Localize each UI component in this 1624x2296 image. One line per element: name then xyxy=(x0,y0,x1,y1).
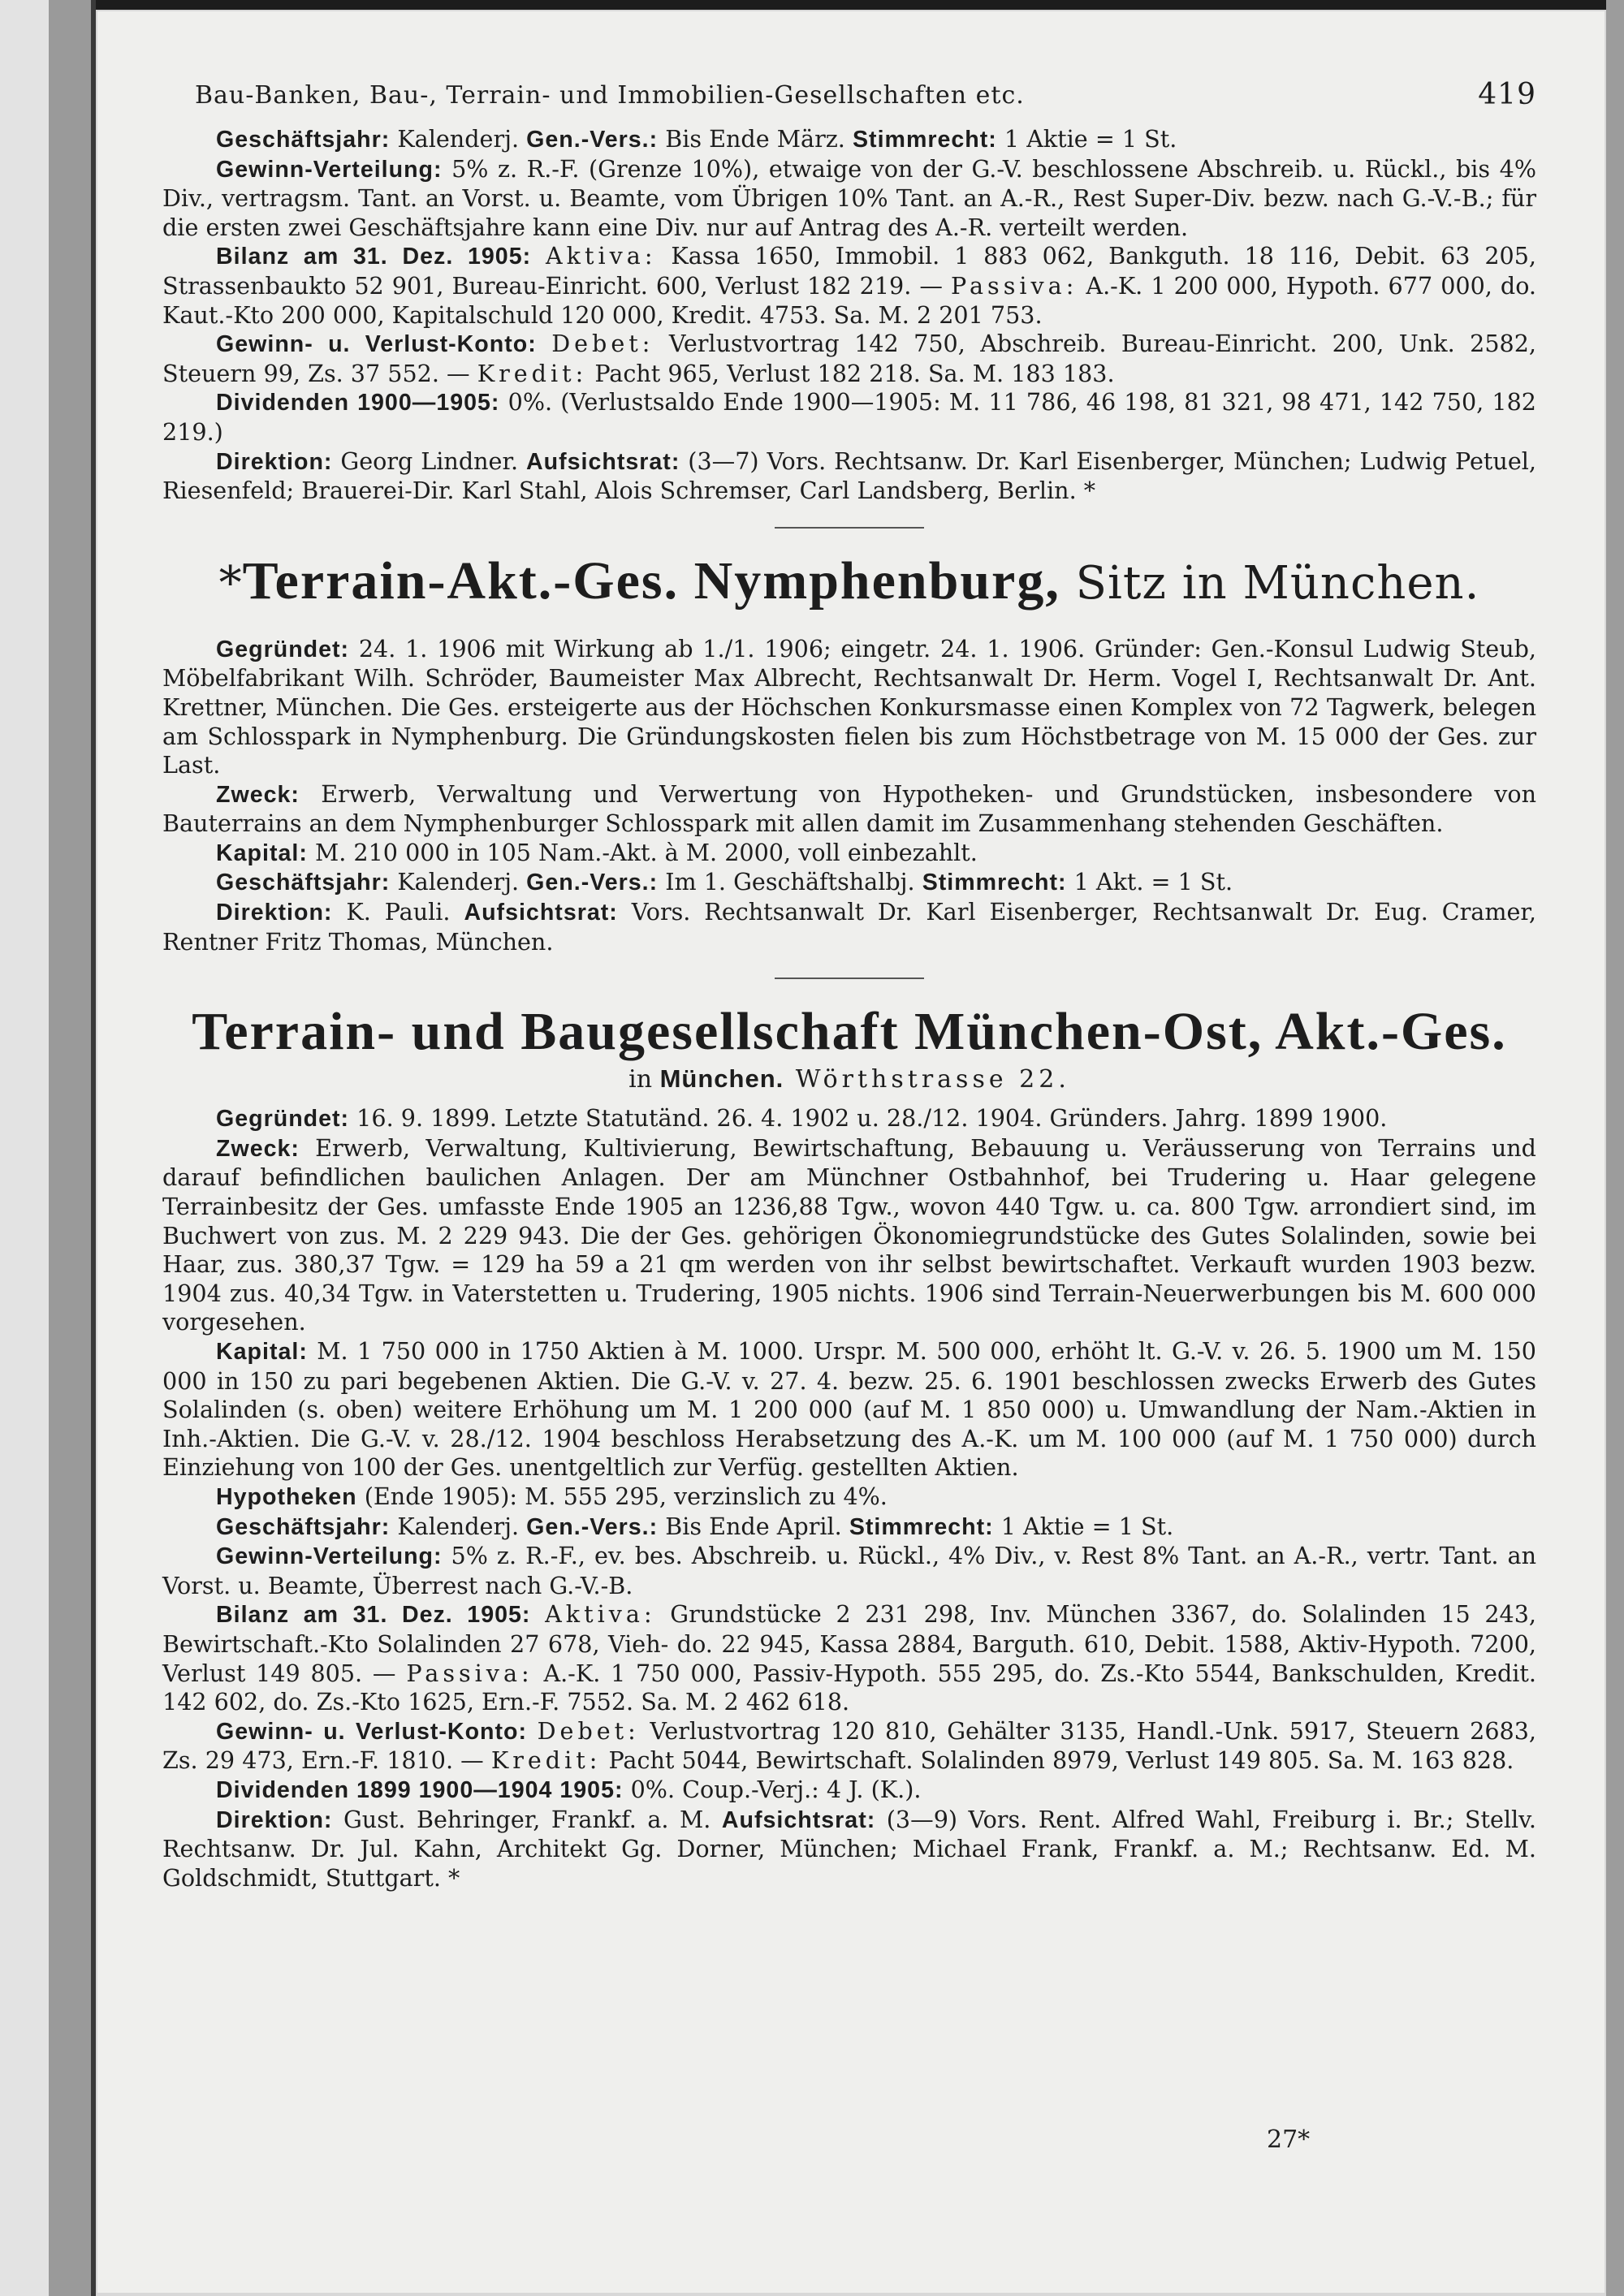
company-title-muenchen-ost: Terrain- und Baugesellschaft München-Ost, Akt.-Ges. xyxy=(192,1002,1507,1062)
profit-distribution-paragraph: Gewinn-Verteilung: 5% z. R.-F., ev. bes. Abschreib. u. Rückl., 4% Div., v. Rest 8% Tant. an A.-R., vertr. Tant. an Vorst. u. Beamte, Überrest nach G.-V.-B. xyxy=(162,1542,1536,1599)
purpose-paragraph: Zweck: Erwerb, Verwaltung und Verwertung von Hypotheken- und Grundstücken, insbesondere von Bauterrains an dem Nymphenburger Schlosspark mit allen damit im Zusammenhang stehenden Geschäften. xyxy=(162,779,1536,838)
page-number: 419 xyxy=(1478,78,1536,111)
balance-paragraph: Bilanz am 31. Dez. 1905: Aktiva: Kassa 1650, Immobil. 1 883 062, Bankguth. 18 116, Debit. 63 205, Strassenbaukto 52 901, Bureau-Einricht. 600, Verlust 182 219. — Passiva: A.-K. 1 200 000, Hypoth. 677 000, do. Kaut.-Kto 200 000, Kapitalschuld 120 000, Kredit. 4753. Sa. M. 2 201 753. xyxy=(162,242,1537,329)
section-divider xyxy=(775,527,924,529)
profit-distribution-paragraph: Gewinn-Verteilung: 5% z. R.-F. (Grenze 10%), etwaige von der G.-V. beschlossene Abschreib. u. Rückl., bis 4% Div., vertragsm. Tant. an Vorst. u. Beamte, vom Übrigen 10% Tant. an A.-R., Rest Super-Div. bezw. nach G.-V.-B.; für die ersten zwei Geschäftsjahre kann eine Div. nur auf Antrag des A.-R. verteilt werden. xyxy=(162,154,1536,241)
running-header xyxy=(162,68,1536,125)
capital-paragraph: Kapital: M. 210 000 in 105 Nam.-Akt. à M. 2000, voll einbezahlt. xyxy=(216,838,978,866)
purpose-paragraph: Zweck: Erwerb, Verwaltung, Kultivierung, Bewirtschaftung, Bebauung u. Veräusserung von Terrains und darauf befindlichen baulichen Anlagen. Der am Münchner Ostbahnhof, bei Trudering u. Haar gelegene Terrainbesitz der Ges. umfasste Ende 1905 an 1236,88 Tgw., wovon 440 Tgw. u. ca. 800 Tgw. arrondiert sind, im Buchwert von zus. M. 2 229 943. Die der Ges. gehörigen Ökonomiegrundstücke des Gutes Solalinden, sowie bei Haar, zus. 380,37 Tgw. = 129 ha 59 a 21 qm werden von ihr selbst bewirtschaftet. Verkauft wurden 1903 bezw. 1904 zus. 40,34 Tgw. in Vaterstetten u. Trudering, 1905 nichts. 1906 sind Terrain-Neuerwerbungen bis M. 600 000 vorgesehen. xyxy=(162,1133,1536,1336)
board-paragraph: Direktion: K. Pauli. Aufsichtsrat: Vors. Rechtsanwalt Dr. Karl Eisenberger, Rechtsanwalt Dr. Eug. Cramer, Rentner Fritz Thomas, München. xyxy=(162,898,1536,956)
balance-paragraph: Bilanz am 31. Dez. 1905: Aktiva: Grundstücke 2 231 298, Inv. München 3367, do. Solalinden 15 243, Bewirtschaft.-Kto Solalinden 27 678, Vieh- do. 22 945, Kassa 2884, Barguth. 610, Debit. 1588, Aktiv-Hypoth. 7200, Verlust 149 805. — Passiva: A.-K. 1 750 000, Passiv-Hypoth. 555 295, do. Zs.-Kto 5544, Bankschulden, Kredit. 142 602, do. Zs.-Kto 1625, Ern.-F. 7552. Sa. M. 2 462 618. xyxy=(162,1600,1537,1716)
founded-paragraph: Gegründet: 24. 1. 1906 mit Wirkung ab 1./1. 1906; eingetr. 24. 1. 1906. Gründer: Gen.-Konsul Ludwig Steub, Möbelfabrikant Wilh. Schröder, Baumeister Max Albrecht, Rechtsanwalt Dr. Herm. Vogel I, Rechtsanwalt Dr. Ant. Krettner, München. Die Ges. ersteigerte aus der Höchschen Konkursmasse einen Komplex von 72 Tagwerk, belegen am Schlosspark in Nymphenburg. Die Gründungskosten fielen bis zum Höchstbetrage von M. 15 000 der Ges. zur Last. xyxy=(162,634,1536,779)
business-year-paragraph: Geschäftsjahr: Kalenderj. Gen.-Vers.: Bis Ende März. Stimmrecht: 1 Aktie = 1 St. xyxy=(216,125,1177,153)
business-year-paragraph: Geschäftsjahr: Kalenderj. Gen.-Vers.: Im 1. Geschäftshalbj. Stimmrecht: 1 Akt. = 1 St. xyxy=(216,868,1233,896)
running-title: Bau-Banken, Bau-, Terrain- und Immobilien-Gesellschaften etc. xyxy=(195,81,1025,110)
founded-paragraph: Gegründet: 16. 9. 1899. Letzte Statutänd. 26. 4. 1902 u. 28./12. 1904. Gründers. Jahrg. 1899 1900. xyxy=(216,1104,1388,1133)
mortgages-paragraph: Hypotheken (Ende 1905): M. 555 295, verzinslich zu 4%. xyxy=(216,1482,888,1510)
scan-right-edge xyxy=(1606,0,1624,2296)
entry-nymphenburg xyxy=(162,635,1536,957)
capital-paragraph: Kapital: M. 1 750 000 in 1750 Aktien à M. 1000. Urspr. M. 500 000, erhöht lt. G.-V. v. 26. 5. 1900 um M. 150 000 in 150 zu pari begebenen Aktien. Die G.-V. v. 27. 4. bezw. 25. 6. 1901 beschlossen zwecks Erwerb des Gutes Solalinden (s. oben) weitere Erhöhung um M. 1 200 000 (auf M. 1 850 000) u. Umwandlung der Nam.-Aktien in Inh.-Aktien. Die G.-V. v. 28./12. 1904 beschloss Herabsetzung des A.-K. um M. 100 000 (auf M. 1 750 000) durch Einziehung von 100 der Ges. unentgeltlich zur Verfüg. gestellten Aktien. xyxy=(162,1337,1536,1482)
board-paragraph: Direktion: Gust. Behringer, Frankf. a. M. Aufsichtsrat: (3—9) Vors. Rent. Alfred Wahl, Freiburg i. Br.; Stellv. Rechtsanw. Dr. Jul. Kahn, Architekt Gg. Dorner, München; Michael Frank, Frankf. a. M.; Rechtsanw. Ed. M. Goldschmidt, Stuttgart. * xyxy=(162,1805,1537,1892)
entry-muenchen-ost xyxy=(162,1104,1536,1892)
company-title-nymphenburg: *Terrain-Akt.-Ges. Nymphenburg, Sitz in München. xyxy=(218,550,1480,611)
entry-continued xyxy=(162,125,1536,506)
dividends-paragraph: Dividenden 1899 1900—1904 1905: 0%. Coup.-Verj.: 4 J. (K.). xyxy=(216,1775,922,1803)
profit-loss-paragraph: Gewinn- u. Verlust-Konto: Debet: Verlustvortrag 142 750, Abschreib. Bureau-Einricht. 200, Unk. 2582, Steuern 99, Zs. 37 552. — Kredit: Pacht 965, Verlust 182 218. Sa. M. 183 183. xyxy=(162,330,1536,387)
business-year-paragraph: Geschäftsjahr: Kalenderj. Gen.-Vers.: Bis Ende April. Stimmrecht: 1 Aktie = 1 St. xyxy=(216,1512,1174,1540)
page-content xyxy=(162,68,1536,1892)
book-page xyxy=(97,11,1605,2293)
book-gutter-shadow xyxy=(49,0,91,2296)
board-paragraph: Direktion: Georg Lindner. Aufsichtsrat: (3—7) Vors. Rechtsanw. Dr. Karl Eisenberger, München; Ludwig Petuel, Riesenfeld; Brauerei-Dir. Karl Stahl, Alois Schremser, Carl Landsberg, Berlin. * xyxy=(162,447,1536,505)
dividends-paragraph: Dividenden 1900—1905: 0%. (Verlustsaldo Ende 1900—1905: M. 11 786, 46 198, 81 321, 98 471, 142 750, 182 219.) xyxy=(162,388,1536,446)
company-address: in München. Wörthstrasse 22. xyxy=(628,1064,1070,1094)
profit-loss-paragraph: Gewinn- u. Verlust-Konto: Debet: Verlustvortrag 120 810, Gehälter 3135, Handl.-Unk. 5917, Steuern 2683, Zs. 29 473, Ern.-F. 1810. — Kredit: Pacht 5044, Bewirtschaft. Solalinden 8979, Verlust 149 805. Sa. M. 163 828. xyxy=(162,1716,1536,1775)
scan-top-edge xyxy=(0,0,1624,10)
signature-mark: 27* xyxy=(1267,2126,1311,2154)
section-divider xyxy=(775,978,924,979)
